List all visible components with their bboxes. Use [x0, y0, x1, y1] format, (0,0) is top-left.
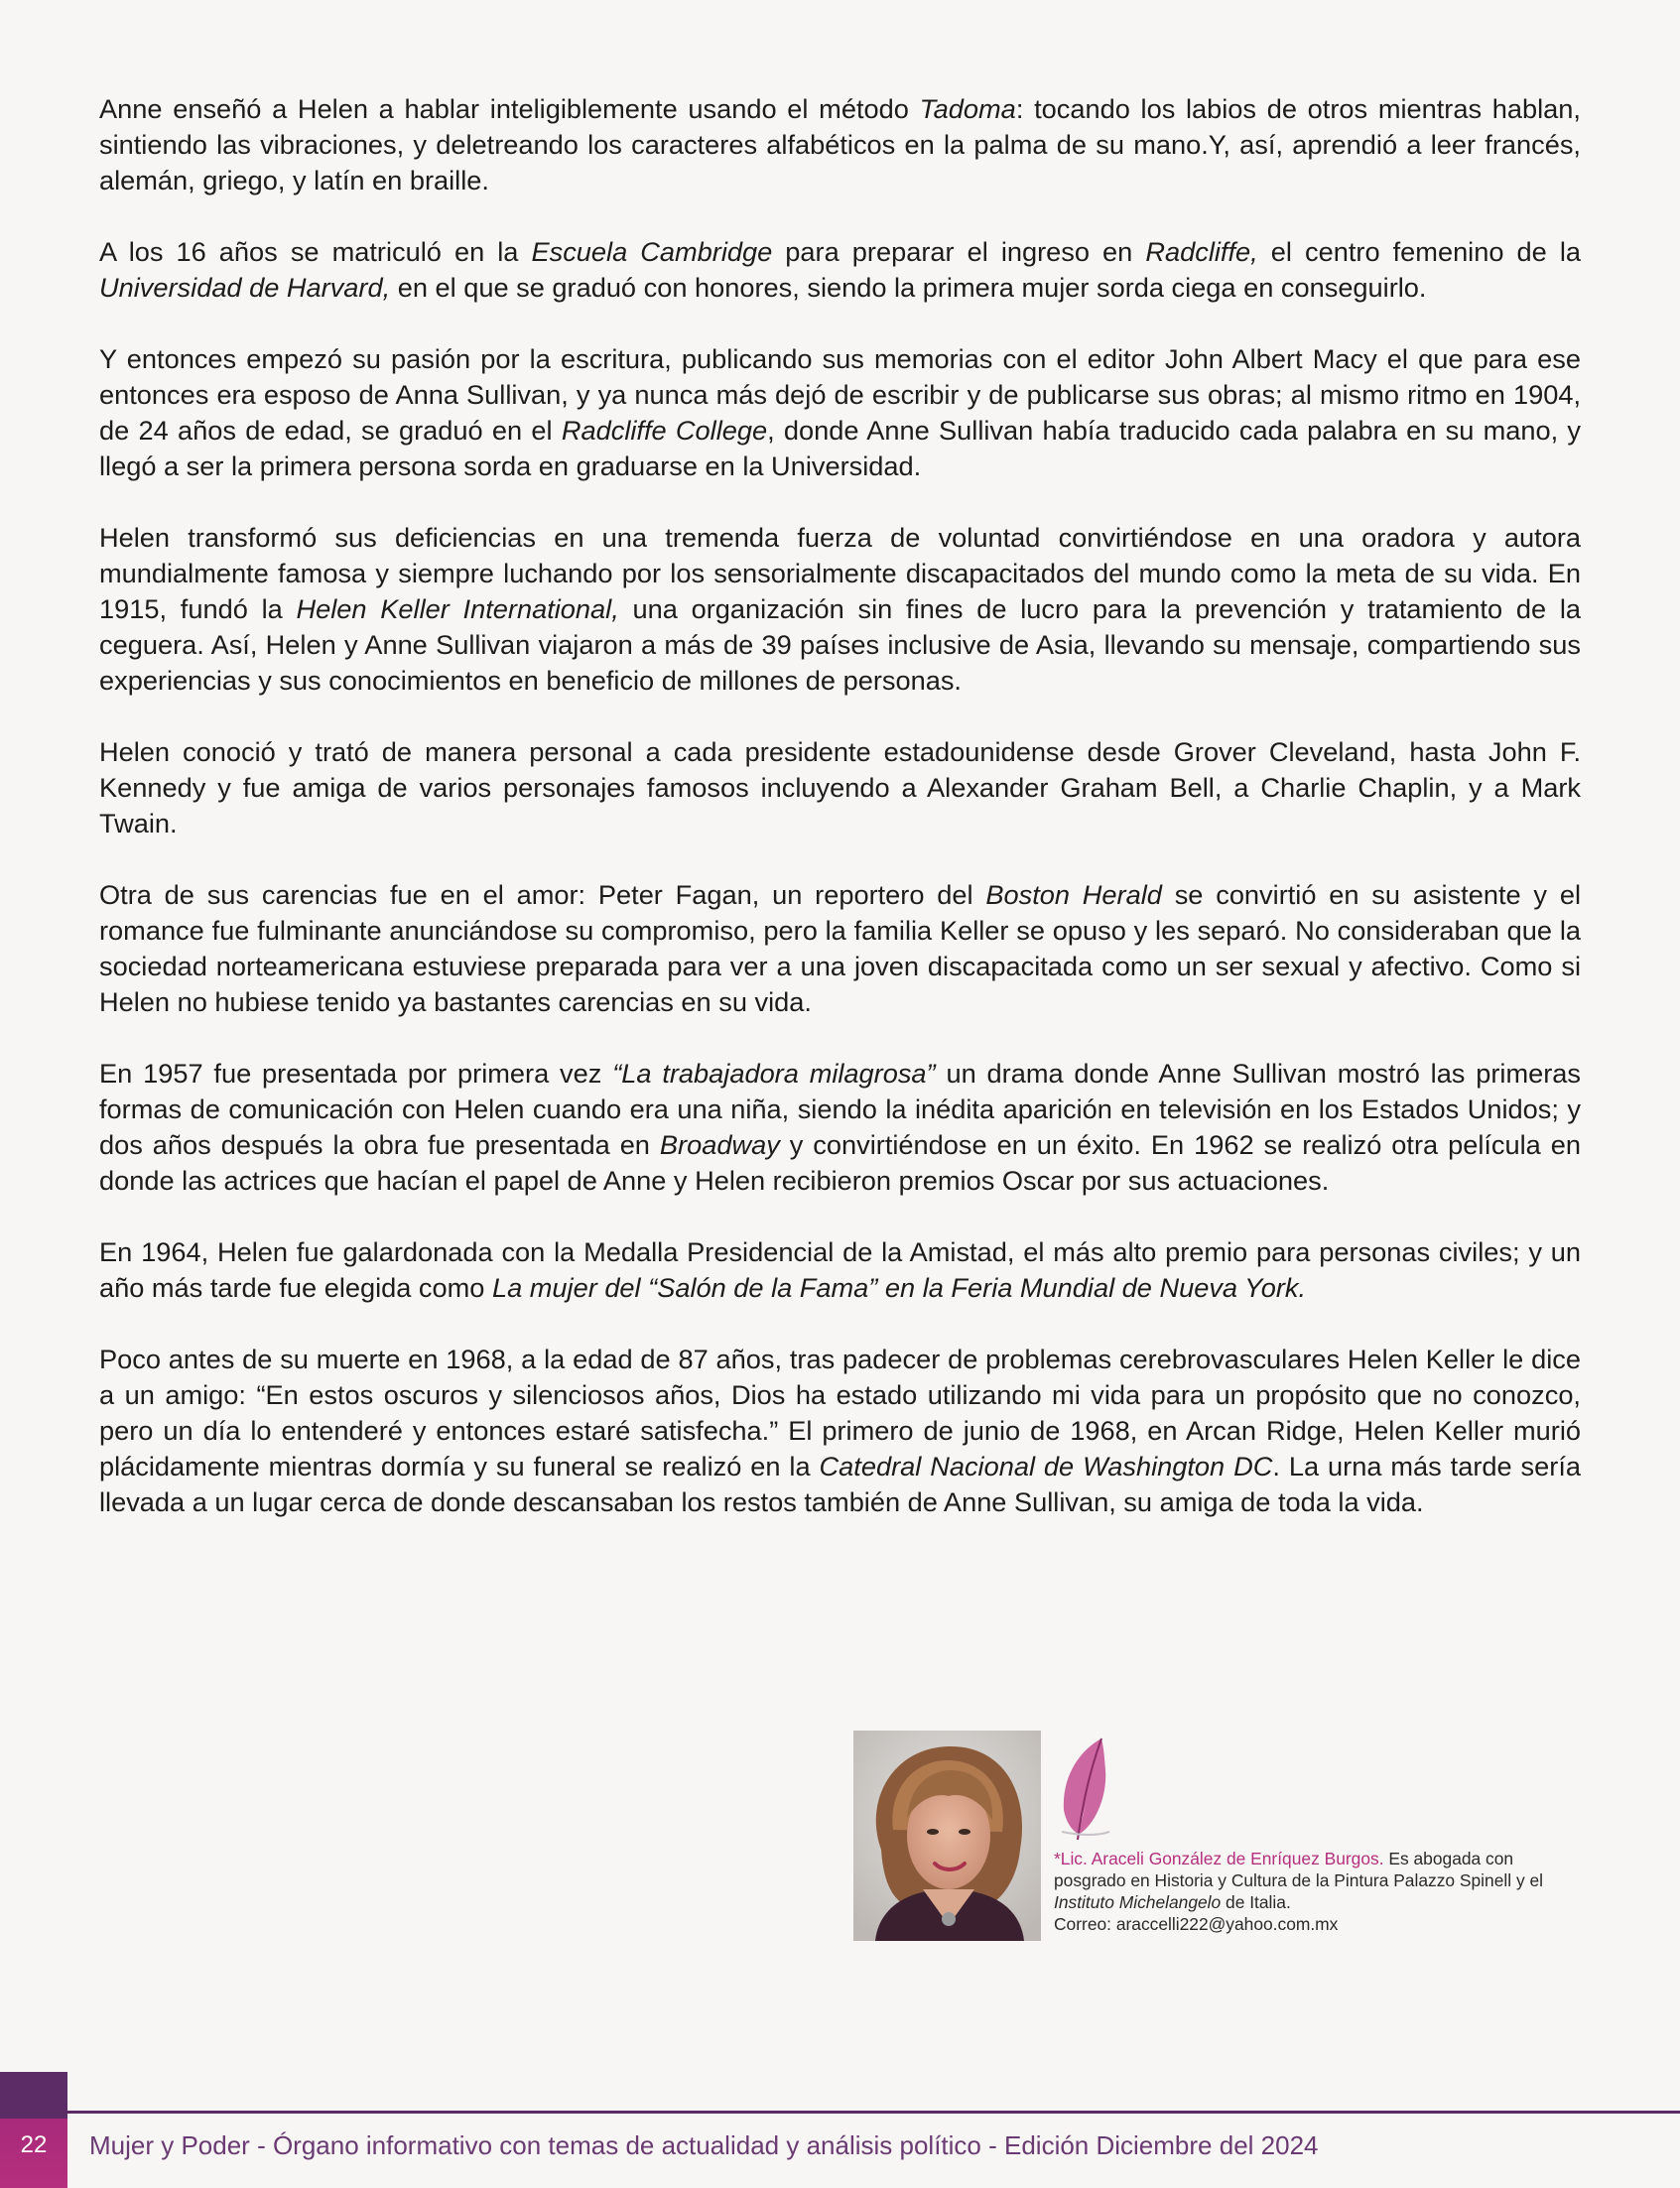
- paragraph-7: [99, 1056, 1581, 1199]
- italic-run: “La trabajadora milagrosa”: [612, 1058, 936, 1089]
- italic-run: Escuela Cambridge: [531, 236, 773, 267]
- author-name: *Lic. Araceli González de Enríquez Burgos.: [1054, 1849, 1384, 1868]
- footer-publication-text: Mujer y Poder - Órgano informativo con temas de actualidad y análisis político - Edición Diciembre del 2024: [89, 2130, 1319, 2160]
- bio-text: de Italia.: [1221, 1892, 1291, 1912]
- paragraph-4: [99, 520, 1581, 699]
- author-photo: [853, 1731, 1041, 1941]
- text-run: Poco antes de su muerte en 1968, a la edad de 87 años, tras padecer de problemas cerebrovasculares Helen Keller le dice a un amigo: “En estos oscuros y silenciosos años, Dios ha estado utilizando mi vida para un propósito que no conozco, pero un día lo entenderé y entonces estaré satisfecha.” El primero de junio de 1968, en Arcan Ridge, Helen Keller murió plácidamente mientras dormía y su funeral se realizó en la: [99, 1344, 1581, 1481]
- text-run: Helen transformó sus deficiencias en una tremenda fuerza de voluntad convirtiéndose en una oradora y autora mundialmente famosa y siempre luchando por los sensorialmente discapacitados del mundo como la meta de su vida. En 1915, fundó la: [99, 522, 1581, 624]
- text-run: un drama donde Anne Sullivan mostró las primeras formas de comunicación con Helen cuando era una niña, siendo la inédita aparición en televisión en los Estados Unidos; y dos años después la obra fue presentada en: [99, 1058, 1581, 1160]
- text-run: , donde Anne Sullivan había traducido cada palabra en su mano, y llegó a ser la primera persona sorda en graduarse en la Universidad.: [99, 415, 1582, 481]
- paragraph-9: [99, 1342, 1581, 1520]
- page-number: 22: [20, 2131, 48, 2158]
- paragraph-5: Helen conoció y trató de manera personal a cada presidente estadounidense desde Grover Cleveland, hasta John F. Kennedy y fue amiga de varios personajes famosos incluyendo a Alexander Graham Bell, a Charlie Chaplin, y a Mark Twain.: [99, 736, 1581, 838]
- paragraph-1: [99, 91, 1581, 198]
- paragraph-3: [99, 341, 1581, 484]
- author-portrait-image: [853, 1731, 1041, 1941]
- author-bio: [1054, 1848, 1590, 1935]
- italic-run: Helen Keller International,: [296, 593, 619, 624]
- bio-text: Es abogada con posgrado en Historia y Cultura de la Pintura Palazzo Spinell y el: [1054, 1849, 1544, 1890]
- text-run: Anne enseñó a Helen a hablar inteligiblemente usando el método: [99, 93, 920, 124]
- text-run: en el que se graduó con honores, siendo la primera mujer sorda ciega en conseguirlo.: [390, 272, 1427, 303]
- author-block: [853, 1731, 1588, 1943]
- text-run: y convirtiéndose en un éxito. En 1962 se realizó otra película en donde las actrices que hacían el papel de Anne y Helen recibieron premios Oscar por sus actuaciones.: [99, 1129, 1581, 1196]
- italic-run: Catedral Nacional de Washington DC: [819, 1451, 1273, 1481]
- italic-run: Universidad de Harvard,: [99, 272, 391, 303]
- italic-run: La mujer del “Salón de la Fama” en la Feria Mundial de Nueva York.: [491, 1272, 1307, 1303]
- text-run: Otra de sus carencias fue en el amor: Peter Fagan, un reportero del: [99, 879, 986, 910]
- text-run: : tocando los labios de otros mientras hablan, sintiendo las vibraciones, y deletreando los caracteres alfabéticos en la palma de su mano.Y, así, aprendió a leer francés, alemán, griego, y latín en braille.: [99, 93, 1581, 195]
- paragraph-6: [99, 877, 1581, 1020]
- article-body: [99, 91, 1581, 1556]
- text-run: el centro femenino de la: [1257, 236, 1581, 267]
- paragraph-2: [99, 234, 1581, 306]
- author-email: Correo: araccelli222@yahoo.com.mx: [1054, 1914, 1339, 1934]
- footer-divider: [0, 2111, 1680, 2114]
- bio-institute: Instituto Michelangelo: [1054, 1892, 1222, 1912]
- text-run: A los 16 años se matriculó en la: [99, 236, 532, 267]
- italic-run: Radcliffe College: [561, 415, 768, 446]
- feather-quill-icon: [1052, 1737, 1111, 1842]
- text-run: . La urna más tarde sería llevada a un lugar cerca de donde descansaban los restos también de Anne Sullivan, su amiga de toda la vida.: [99, 1451, 1581, 1517]
- text-run: una organización sin fines de lucro para la prevención y tratamiento de la ceguera. Así, Helen y Anne Sullivan viajaron a más de 39 países inclusive de Asia, llevando su mensaje, compartiendo sus experiencias y sus conocimientos en beneficio de millones de personas.: [99, 593, 1581, 696]
- paragraph-8: [99, 1234, 1581, 1306]
- italic-run: Broadway: [659, 1129, 780, 1160]
- text-run: En 1957 fue presentada por primera vez: [99, 1058, 613, 1089]
- text-run: Y entonces empezó su pasión por la escritura, publicando sus memorias con el editor John Albert Macy el que para ese entonces era esposo de Anna Sullivan, y ya nunca más dejó de escribir y de publicarse sus obras; al mismo ritmo en 1904, de 24 años de edad, se graduó en el: [99, 343, 1581, 446]
- italic-run: Boston Herald: [985, 879, 1162, 910]
- italic-run: Tadoma: [919, 93, 1016, 124]
- text-run: se convirtió en su asistente y el romance fue fulminante anunciándose su compromiso, pero la familia Keller se opuso y les separó. No consideraban que la sociedad norteamericana estuviese preparada para ver a una joven discapacitada como un ser sexual y afectivo. Como si Helen no hubiese tenido ya bastantes carencias en su vida.: [99, 879, 1581, 1017]
- text-run: para preparar el ingreso en: [772, 236, 1146, 267]
- italic-run: Radcliffe,: [1145, 236, 1258, 267]
- text-run: En 1964, Helen fue galardonada con la Medalla Presidencial de la Amistad, el más alto premio para personas civiles; y un año más tarde fue elegida como: [99, 1236, 1581, 1303]
